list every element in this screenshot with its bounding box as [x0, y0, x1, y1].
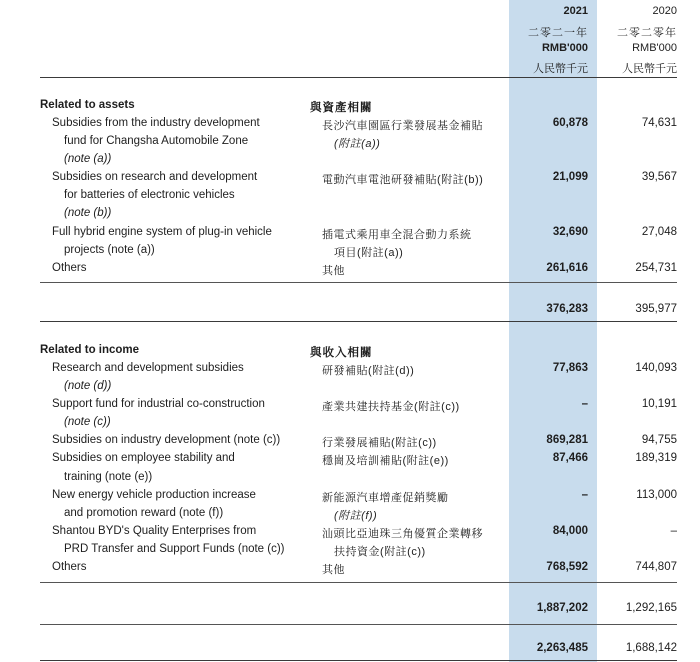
assets-row-3-en-line-2: projects (note (a)) [64, 244, 155, 256]
income-row-others-2020: 744,807 [635, 561, 677, 573]
header-2021-year: 2021 [563, 5, 588, 17]
header-2021-unit: RMB'000 [541, 42, 588, 54]
assets-row-1-en-line-3: (note (a)) [64, 153, 112, 165]
income-row-1-cn: 研發補貼(附註(d)) [322, 365, 415, 377]
assets-row-1-en-line-1: Subsidies from the industry development [52, 117, 260, 129]
income-row-4-2020: 189,319 [635, 452, 677, 464]
income-row-6-2020: – [670, 525, 677, 537]
assets-total-rule [40, 321, 677, 322]
header-2021-year-cn: 二零二一年 [528, 27, 588, 39]
assets-row-1-cn-line-2: (附註(a)) [334, 138, 381, 150]
grand-total-rule [40, 660, 677, 661]
income-total-2020: 1,292,165 [625, 602, 677, 614]
income-row-4-en-line-2: training (note (e)) [64, 471, 153, 483]
assets-row-2-2020: 39,567 [641, 171, 677, 183]
assets-row-3-en-line-1: Full hybrid engine system of plug-in vehicle [52, 226, 272, 238]
assets-row-3-cn-line-1: 插電式乘用車全混合動力系統 [322, 229, 472, 241]
assets-row-others-2021: 261,616 [546, 262, 588, 274]
income-row-others-en: Others [52, 561, 87, 573]
income-row-5-cn-line-1: 新能源汽車增產促銷獎勵 [322, 492, 449, 504]
income-row-2-cn: 產業共建扶持基金(附註(c)) [322, 401, 460, 413]
assets-row-others-2020: 254,731 [635, 262, 677, 274]
header-rule [40, 77, 677, 78]
assets-row-others-cn: 其他 [322, 265, 345, 277]
assets-row-1-2021: 60,878 [552, 117, 588, 129]
income-row-6-cn-line-2: 扶持資金(附註(c)) [334, 546, 426, 558]
income-subtotal-rule [40, 582, 677, 583]
income-row-4-en-line-1: Subsidies on employee stability and [52, 452, 235, 464]
income-row-5-en-line-2: and promotion reward (note (f)) [64, 507, 224, 519]
income-row-6-2021: 84,000 [552, 525, 588, 537]
assets-row-2-2021: 21,099 [552, 171, 588, 183]
assets-row-3-2020: 27,048 [641, 226, 677, 238]
grand-total-2020: 1,688,142 [625, 642, 677, 654]
assets-row-1-en-line-2: fund for Changsha Automobile Zone [64, 135, 249, 147]
assets-row-3-2021: 32,690 [552, 226, 588, 238]
income-row-1-en-line-2: (note (d)) [64, 380, 112, 392]
income-row-5-en-line-1: New energy vehicle production increase [52, 489, 256, 501]
income-row-6-en-line-1: Shantou BYD's Quality Enterprises from [52, 525, 257, 537]
income-total-rule [40, 624, 677, 625]
section-heading-assets-cn: 與資產相關 [310, 102, 373, 114]
income-row-6-en-line-2: PRD Transfer and Support Funds (note (c)) [64, 543, 285, 555]
header-2020-year: 2020 [652, 5, 677, 17]
income-row-2-2020: 10,191 [641, 398, 677, 410]
income-row-2-en-line-1: Support fund for industrial co-construction [52, 398, 265, 410]
section-heading-income-cn: 與收入相關 [310, 347, 373, 359]
header-2021-unit-cn: 人民幣千元 [533, 63, 588, 75]
income-row-1-2021: 77,863 [552, 362, 588, 374]
income-row-2-en-line-2: (note (c)) [64, 416, 111, 428]
header-2020-unit: RMB'000 [632, 42, 677, 54]
income-row-3-cn: 行業發展補貼(附註(c)) [322, 437, 437, 449]
income-row-5-cn-line-2: (附註(f)) [334, 510, 378, 522]
income-row-3-2021: 869,281 [546, 434, 588, 446]
assets-row-1-2020: 74,631 [641, 117, 677, 129]
income-total-2021: 1,887,202 [536, 602, 588, 614]
income-row-2-2021: – [581, 398, 588, 410]
income-row-3-2020: 94,755 [641, 434, 677, 446]
income-row-6-cn-line-1: 汕頭比亞迪珠三角優質企業轉移 [322, 528, 483, 540]
assets-row-2-en-line-2: for batteries of electronic vehicles [64, 189, 235, 201]
assets-row-2-en-line-1: Subsidies on research and development [52, 171, 258, 183]
income-row-5-2021: – [581, 489, 588, 501]
income-row-4-cn: 穩崗及培訓補貼(附註(e)) [322, 455, 449, 467]
section-heading-income: Related to income [40, 344, 140, 356]
assets-row-2-en-line-3: (note (b)) [64, 207, 112, 219]
income-row-5-2020: 113,000 [636, 489, 677, 501]
header-2020-unit-cn: 人民幣千元 [622, 63, 677, 75]
assets-row-3-cn-line-2: 項目(附註(a)) [334, 247, 404, 259]
section-heading-assets: Related to assets [40, 99, 135, 111]
income-row-others-cn: 其他 [322, 564, 345, 576]
assets-row-1-cn-line-1: 長沙汽車園區行業發展基金補貼 [322, 120, 483, 132]
income-row-1-2020: 140,093 [635, 362, 677, 374]
assets-row-2-cn-line-1: 電動汽車電池研發補貼(附註(b)) [322, 174, 484, 186]
header-2020-year-cn: 二零二零年 [617, 27, 677, 39]
income-row-1-en-line-1: Research and development subsidies [52, 362, 244, 374]
assets-total-2020: 395,977 [635, 303, 677, 315]
income-row-3-en-line-1: Subsidies on industry development (note (c)) [52, 434, 281, 446]
grand-total-2021: 2,263,485 [536, 642, 588, 654]
assets-row-others-en: Others [52, 262, 87, 274]
assets-total-2021: 376,283 [546, 303, 588, 315]
income-row-4-2021: 87,466 [552, 452, 588, 464]
income-row-others-2021: 768,592 [546, 561, 588, 573]
assets-subtotal-rule [40, 282, 677, 283]
